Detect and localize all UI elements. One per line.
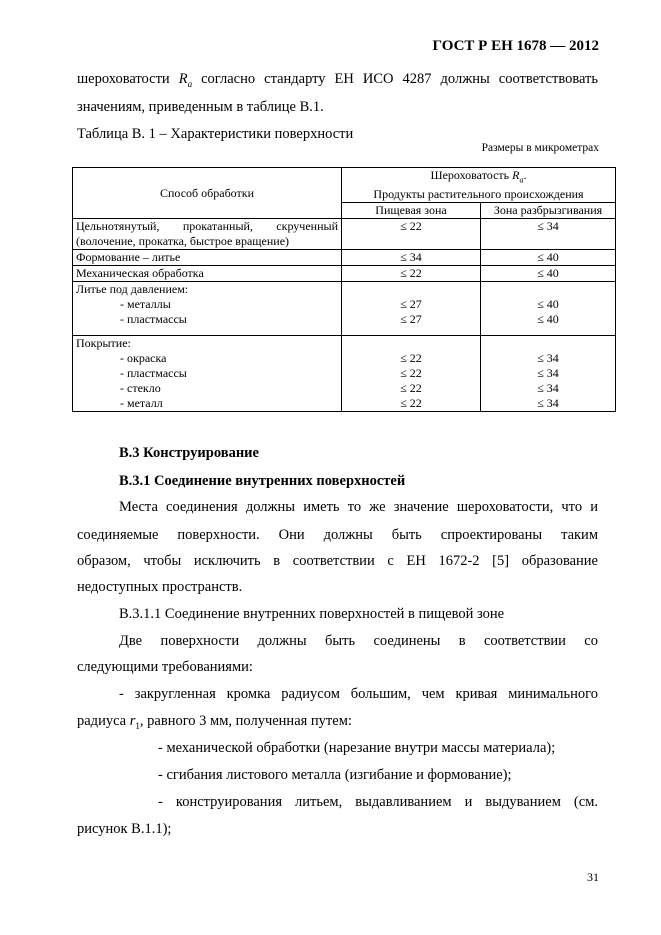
table-row	[73, 266, 616, 282]
page-number: 31	[587, 870, 599, 884]
intro-line-1	[77, 66, 598, 97]
food-value: ≤ 34	[342, 250, 481, 266]
group-text-a: Шероховатость	[430, 168, 513, 182]
row-subitem: - стекло	[120, 381, 161, 396]
intro-text-b: согласно стандарту ЕН ИСО 4287 должны соответствовать	[192, 71, 598, 87]
paragraph-line: - закругленная кромка радиусом большим, чем кривая минимального	[119, 686, 598, 702]
row-method: Цельнотянутый, прокатанный, скрученный	[76, 219, 338, 234]
col-header-roughness	[342, 168, 616, 203]
intro-text-a: шероховатости	[77, 71, 179, 87]
row-method-cont: (волочение, прокатка, быстрое вращение)	[76, 234, 290, 249]
food-value: ≤ 22	[400, 381, 422, 396]
radius-text-b: , равного 3 мм, полученная путем:	[139, 713, 352, 729]
list-item: - сгибания листового металла (изгибание и формование);	[158, 767, 512, 783]
table-row	[73, 282, 616, 336]
r1-symbol: r	[129, 713, 136, 729]
food-value: ≤ 22	[342, 266, 481, 282]
paragraph-line: Места соединения должны иметь то же значение шероховатости, что и	[119, 499, 598, 515]
splash-value: ≤ 34	[537, 396, 559, 411]
splash-value: ≤ 40	[481, 266, 616, 282]
group-ra-symbol: R	[512, 168, 520, 182]
row-method: Механическая обработка	[73, 266, 342, 282]
col-header-food-zone: Пищевая зона	[342, 203, 481, 219]
col-header-splash-zone: Зона разбрызгивания	[481, 203, 616, 219]
paragraph-line: следующими требованиями:	[77, 659, 253, 675]
table-row	[73, 336, 616, 412]
list-item-cont: рисунок В.1.1);	[77, 821, 172, 837]
row-subitem: - окраска	[120, 351, 167, 366]
list-item: - конструирования литьем, выдавливанием и выдуванием (см.	[158, 794, 598, 810]
splash-value: ≤ 40	[481, 250, 616, 266]
paragraph-line: соединяемые поверхности. Они должны быть спроектированы таким	[77, 527, 598, 543]
splash-value: ≤ 34	[537, 381, 559, 396]
splash-value: ≤ 34	[537, 351, 559, 366]
splash-value: ≤ 40	[537, 312, 559, 327]
paragraph-line: Две поверхности должны быть соединены в соответствии со	[119, 633, 598, 649]
col-header-method: Способ обработки	[73, 168, 342, 219]
surface-characteristics-table	[72, 167, 616, 412]
radius-text-a: радиуса	[77, 713, 130, 729]
row-subitem: - пластмассы	[120, 366, 187, 381]
section-heading-b31: В.3.1 Соединение внутренних поверхностей	[119, 473, 406, 489]
row-method: Покрытие:	[76, 336, 131, 351]
row-subitem: - металлы	[120, 297, 171, 312]
row-subitem: - металл	[120, 396, 163, 411]
table-row	[73, 250, 616, 266]
food-value: ≤ 22	[400, 351, 422, 366]
splash-value: ≤ 34	[537, 366, 559, 381]
group-line-2: Продукты растительного происхождения	[373, 187, 584, 202]
intro-line-2: значениям, приведенным в таблице В.1.	[77, 99, 324, 115]
ra-subscript: a	[187, 78, 193, 89]
food-value: ≤ 27	[400, 297, 422, 312]
row-method: Формование – литье	[73, 250, 342, 266]
list-item: - механической обработки (нарезание внутри массы материала);	[158, 740, 556, 756]
food-value: ≤ 27	[400, 312, 422, 327]
document-header: ГОСТ Р ЕН 1678 — 2012	[432, 38, 599, 54]
food-value: ≤ 22	[400, 366, 422, 381]
table-caption: Таблица В. 1 – Характеристики поверхности	[77, 126, 354, 142]
paragraph-line: образом, чтобы исключить в соответствии с ЕН 1672-2 [5] образование	[77, 553, 598, 569]
row-method: Литье под давлением:	[76, 282, 189, 297]
ra-symbol: R	[178, 71, 188, 87]
units-note: Размеры в микрометрах	[481, 142, 599, 154]
splash-value: ≤ 34	[481, 219, 616, 250]
paragraph-line: недоступных пространств.	[77, 579, 243, 595]
splash-value: ≤ 40	[537, 297, 559, 312]
group-ra-subscript: a	[519, 175, 524, 185]
food-value: ≤ 22	[342, 219, 481, 250]
r1-subscript: 1	[135, 720, 140, 731]
table-row	[73, 219, 616, 250]
row-subitem: - пластмассы	[120, 312, 187, 327]
subsection-title: В.3.1.1 Соединение внутренних поверхностей в пищевой зоне	[119, 606, 505, 622]
group-text-b: .	[523, 168, 527, 182]
section-heading-b3: В.3 Конструирование	[119, 445, 259, 461]
food-value: ≤ 22	[400, 396, 422, 411]
